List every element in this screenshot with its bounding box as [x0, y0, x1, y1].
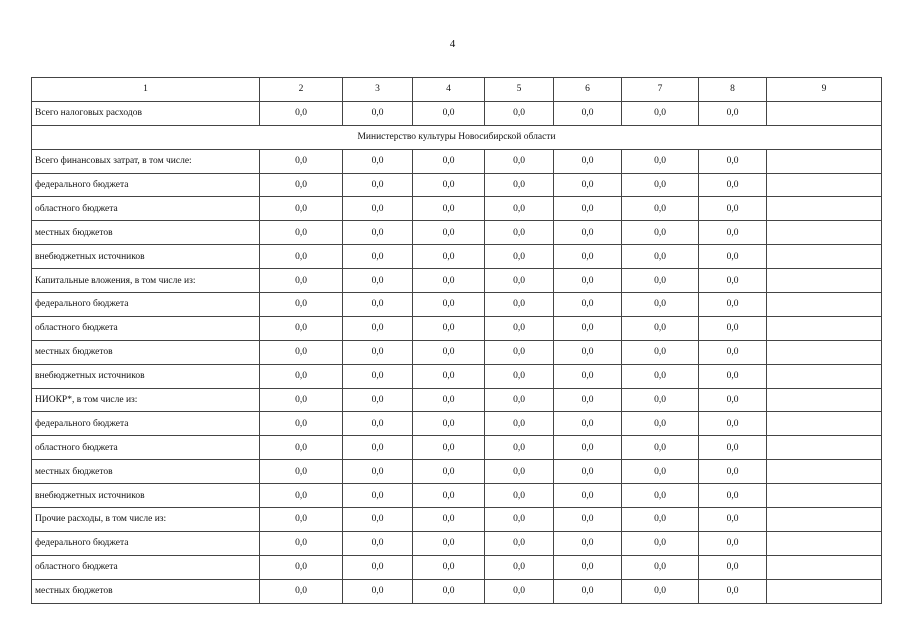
- column-header: 6: [554, 78, 622, 102]
- budget-table: [31, 77, 882, 604]
- value-cell: [767, 412, 882, 436]
- value-cell: [767, 293, 882, 317]
- value-cell: 0,0: [413, 460, 485, 484]
- value-cell: 0,0: [413, 245, 485, 269]
- value-cell: 0,0: [413, 579, 485, 603]
- table-row: [32, 436, 882, 460]
- value-cell: [767, 364, 882, 388]
- value-cell: 0,0: [413, 340, 485, 364]
- value-cell: 0,0: [554, 269, 622, 293]
- column-header: 2: [260, 78, 343, 102]
- value-cell: 0,0: [699, 460, 767, 484]
- value-cell: 0,0: [622, 269, 699, 293]
- value-cell: 0,0: [413, 197, 485, 221]
- section-title: Министерство культуры Новосибирской области: [32, 125, 882, 149]
- table-row: [32, 149, 882, 173]
- table-row: [32, 221, 882, 245]
- value-cell: 0,0: [554, 531, 622, 555]
- value-cell: 0,0: [413, 149, 485, 173]
- value-cell: 0,0: [343, 293, 413, 317]
- row-label: внебюджетных источников: [32, 484, 260, 508]
- page-number: 4: [449, 38, 456, 50]
- value-cell: 0,0: [260, 173, 343, 197]
- value-cell: 0,0: [554, 221, 622, 245]
- value-cell: 0,0: [413, 293, 485, 317]
- row-label: НИОКР*, в том числе из:: [32, 388, 260, 412]
- row-label: областного бюджета: [32, 316, 260, 340]
- value-cell: 0,0: [260, 388, 343, 412]
- row-label: федерального бюджета: [32, 531, 260, 555]
- column-header: 4: [413, 78, 485, 102]
- value-cell: 0,0: [485, 364, 554, 388]
- value-cell: 0,0: [554, 316, 622, 340]
- value-cell: 0,0: [485, 245, 554, 269]
- value-cell: 0,0: [485, 388, 554, 412]
- value-cell: 0,0: [343, 245, 413, 269]
- value-cell: 0,0: [554, 364, 622, 388]
- value-cell: 0,0: [699, 293, 767, 317]
- value-cell: 0,0: [622, 508, 699, 532]
- table-row: [32, 340, 882, 364]
- column-header: 5: [485, 78, 554, 102]
- value-cell: 0,0: [485, 412, 554, 436]
- value-cell: 0,0: [343, 101, 413, 125]
- value-cell: 0,0: [413, 508, 485, 532]
- row-label: местных бюджетов: [32, 221, 260, 245]
- value-cell: 0,0: [413, 173, 485, 197]
- value-cell: 0,0: [260, 436, 343, 460]
- header-row: [32, 78, 882, 102]
- table-row: [32, 460, 882, 484]
- value-cell: 0,0: [554, 484, 622, 508]
- value-cell: 0,0: [699, 484, 767, 508]
- value-cell: 0,0: [413, 316, 485, 340]
- value-cell: 0,0: [343, 269, 413, 293]
- value-cell: 0,0: [622, 221, 699, 245]
- value-cell: [767, 460, 882, 484]
- value-cell: 0,0: [699, 245, 767, 269]
- value-cell: 0,0: [485, 101, 554, 125]
- value-cell: 0,0: [554, 460, 622, 484]
- value-cell: 0,0: [413, 269, 485, 293]
- value-cell: 0,0: [622, 531, 699, 555]
- table-row: [32, 579, 882, 603]
- value-cell: 0,0: [343, 364, 413, 388]
- value-cell: 0,0: [413, 555, 485, 579]
- table-row: [32, 316, 882, 340]
- value-cell: 0,0: [343, 555, 413, 579]
- value-cell: [767, 101, 882, 125]
- value-cell: 0,0: [343, 531, 413, 555]
- value-cell: 0,0: [485, 221, 554, 245]
- value-cell: 0,0: [485, 460, 554, 484]
- value-cell: 0,0: [622, 101, 699, 125]
- value-cell: 0,0: [260, 245, 343, 269]
- value-cell: 0,0: [260, 412, 343, 436]
- value-cell: 0,0: [343, 221, 413, 245]
- value-cell: 0,0: [554, 149, 622, 173]
- value-cell: [767, 245, 882, 269]
- row-label: внебюджетных источников: [32, 245, 260, 269]
- row-label: Капитальные вложения, в том числе из:: [32, 269, 260, 293]
- value-cell: 0,0: [485, 293, 554, 317]
- value-cell: [767, 388, 882, 412]
- section-row: [32, 125, 882, 149]
- value-cell: 0,0: [413, 531, 485, 555]
- column-header: 7: [622, 78, 699, 102]
- row-label: областного бюджета: [32, 436, 260, 460]
- row-label: областного бюджета: [32, 555, 260, 579]
- value-cell: 0,0: [554, 436, 622, 460]
- value-cell: 0,0: [554, 245, 622, 269]
- table-row: [32, 245, 882, 269]
- column-header: 1: [32, 78, 260, 102]
- value-cell: 0,0: [699, 412, 767, 436]
- value-cell: 0,0: [260, 293, 343, 317]
- value-cell: 0,0: [699, 436, 767, 460]
- table-row: [32, 412, 882, 436]
- value-cell: 0,0: [554, 388, 622, 412]
- value-cell: 0,0: [413, 436, 485, 460]
- row-label: Всего налоговых расходов: [32, 101, 260, 125]
- value-cell: 0,0: [622, 173, 699, 197]
- value-cell: 0,0: [343, 316, 413, 340]
- value-cell: [767, 436, 882, 460]
- value-cell: 0,0: [343, 484, 413, 508]
- value-cell: 0,0: [343, 436, 413, 460]
- value-cell: 0,0: [699, 221, 767, 245]
- value-cell: [767, 197, 882, 221]
- value-cell: 0,0: [260, 531, 343, 555]
- value-cell: 0,0: [699, 555, 767, 579]
- row-label: федерального бюджета: [32, 173, 260, 197]
- table-row: [32, 484, 882, 508]
- row-label: федерального бюджета: [32, 293, 260, 317]
- table-row: [32, 173, 882, 197]
- table-row: [32, 531, 882, 555]
- value-cell: 0,0: [413, 412, 485, 436]
- value-cell: 0,0: [554, 579, 622, 603]
- value-cell: 0,0: [699, 197, 767, 221]
- value-cell: 0,0: [554, 508, 622, 532]
- value-cell: 0,0: [554, 555, 622, 579]
- value-cell: 0,0: [343, 388, 413, 412]
- value-cell: 0,0: [699, 508, 767, 532]
- value-cell: 0,0: [554, 173, 622, 197]
- value-cell: 0,0: [260, 340, 343, 364]
- value-cell: 0,0: [260, 364, 343, 388]
- value-cell: 0,0: [413, 484, 485, 508]
- value-cell: 0,0: [554, 293, 622, 317]
- value-cell: 0,0: [622, 484, 699, 508]
- value-cell: 0,0: [260, 460, 343, 484]
- value-cell: [767, 340, 882, 364]
- value-cell: 0,0: [554, 101, 622, 125]
- table-row: [32, 197, 882, 221]
- value-cell: 0,0: [260, 269, 343, 293]
- value-cell: 0,0: [699, 101, 767, 125]
- value-cell: 0,0: [699, 579, 767, 603]
- value-cell: 0,0: [622, 293, 699, 317]
- table-row: [32, 101, 882, 125]
- table-row: [32, 364, 882, 388]
- value-cell: 0,0: [485, 316, 554, 340]
- value-cell: 0,0: [260, 555, 343, 579]
- value-cell: 0,0: [260, 149, 343, 173]
- value-cell: 0,0: [260, 197, 343, 221]
- value-cell: 0,0: [343, 340, 413, 364]
- value-cell: [767, 316, 882, 340]
- value-cell: 0,0: [699, 316, 767, 340]
- value-cell: 0,0: [343, 173, 413, 197]
- value-cell: 0,0: [260, 101, 343, 125]
- value-cell: 0,0: [699, 173, 767, 197]
- value-cell: 0,0: [343, 149, 413, 173]
- value-cell: 0,0: [554, 340, 622, 364]
- value-cell: 0,0: [622, 340, 699, 364]
- value-cell: [767, 484, 882, 508]
- value-cell: 0,0: [554, 412, 622, 436]
- value-cell: [767, 531, 882, 555]
- value-cell: 0,0: [622, 149, 699, 173]
- column-header: 8: [699, 78, 767, 102]
- value-cell: 0,0: [485, 436, 554, 460]
- value-cell: 0,0: [699, 340, 767, 364]
- value-cell: 0,0: [343, 460, 413, 484]
- value-cell: 0,0: [485, 484, 554, 508]
- table-row: [32, 555, 882, 579]
- value-cell: 0,0: [485, 197, 554, 221]
- row-label: областного бюджета: [32, 197, 260, 221]
- row-label: Прочие расходы, в том числе из:: [32, 508, 260, 532]
- value-cell: 0,0: [622, 364, 699, 388]
- value-cell: 0,0: [260, 508, 343, 532]
- value-cell: [767, 221, 882, 245]
- row-label: федерального бюджета: [32, 412, 260, 436]
- value-cell: 0,0: [699, 531, 767, 555]
- value-cell: 0,0: [485, 340, 554, 364]
- value-cell: 0,0: [485, 531, 554, 555]
- value-cell: 0,0: [485, 173, 554, 197]
- value-cell: [767, 555, 882, 579]
- table-row: [32, 388, 882, 412]
- value-cell: 0,0: [622, 555, 699, 579]
- table-row: [32, 293, 882, 317]
- row-label: местных бюджетов: [32, 460, 260, 484]
- value-cell: 0,0: [622, 412, 699, 436]
- value-cell: 0,0: [485, 269, 554, 293]
- value-cell: 0,0: [485, 579, 554, 603]
- value-cell: 0,0: [699, 269, 767, 293]
- table-row: [32, 508, 882, 532]
- value-cell: 0,0: [413, 101, 485, 125]
- value-cell: 0,0: [622, 245, 699, 269]
- row-label: внебюджетных источников: [32, 364, 260, 388]
- value-cell: 0,0: [622, 460, 699, 484]
- value-cell: 0,0: [260, 316, 343, 340]
- value-cell: 0,0: [485, 555, 554, 579]
- value-cell: 0,0: [413, 364, 485, 388]
- value-cell: 0,0: [699, 364, 767, 388]
- value-cell: [767, 508, 882, 532]
- value-cell: 0,0: [699, 149, 767, 173]
- value-cell: 0,0: [622, 316, 699, 340]
- value-cell: 0,0: [554, 197, 622, 221]
- value-cell: 0,0: [343, 412, 413, 436]
- value-cell: 0,0: [413, 388, 485, 412]
- column-header: 9: [767, 78, 882, 102]
- value-cell: 0,0: [699, 388, 767, 412]
- value-cell: [767, 579, 882, 603]
- value-cell: 0,0: [260, 484, 343, 508]
- value-cell: 0,0: [343, 579, 413, 603]
- value-cell: 0,0: [622, 579, 699, 603]
- value-cell: 0,0: [343, 197, 413, 221]
- value-cell: [767, 149, 882, 173]
- value-cell: 0,0: [343, 508, 413, 532]
- value-cell: 0,0: [260, 579, 343, 603]
- row-label: местных бюджетов: [32, 340, 260, 364]
- value-cell: 0,0: [485, 508, 554, 532]
- value-cell: [767, 269, 882, 293]
- table-row: [32, 269, 882, 293]
- value-cell: 0,0: [622, 436, 699, 460]
- table-body: [32, 101, 882, 603]
- column-header: 3: [343, 78, 413, 102]
- value-cell: [767, 173, 882, 197]
- value-cell: 0,0: [485, 149, 554, 173]
- row-label: местных бюджетов: [32, 579, 260, 603]
- value-cell: 0,0: [622, 388, 699, 412]
- value-cell: 0,0: [260, 221, 343, 245]
- row-label: Всего финансовых затрат, в том числе:: [32, 149, 260, 173]
- value-cell: 0,0: [622, 197, 699, 221]
- value-cell: 0,0: [413, 221, 485, 245]
